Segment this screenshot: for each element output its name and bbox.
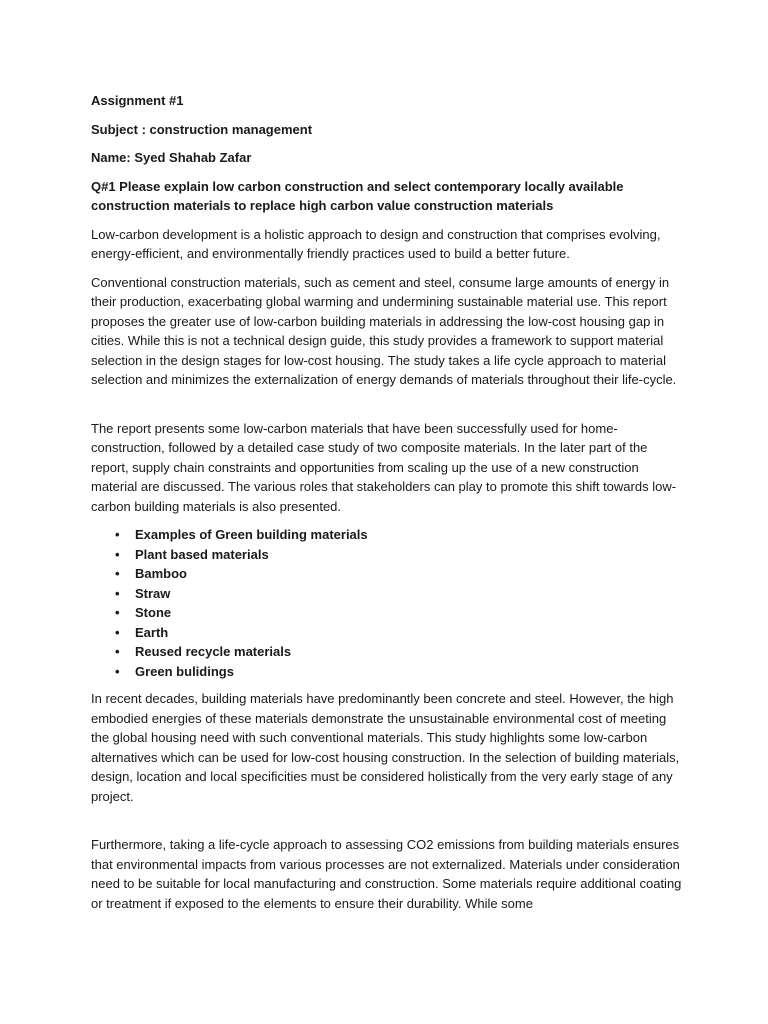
list-item: • Plant based materials (91, 545, 683, 565)
paragraph-conventional-materials: Conventional construction materials, such as cement and steel, consume large amounts of energy in their production, exacerbating global warming and undermining sustainable material use. This report proposes the greater use of low-carbon building materials in addressing the low-cost housing gap in cities. While this is not a technical design guide, this study provides a framework to support material selection in the design stages for low-cost housing. The study takes a life cycle approach to material selection and minimizes the externalization of energy demands of materials throughout their life-cycle. (91, 274, 677, 387)
bullet-icon: • (115, 546, 120, 562)
list-item: • Green bulidings (91, 662, 683, 682)
paragraph-report-summary: The report presents some low-carbon materials that have been successfully used for home-construction, followed by a detailed case study of two composite materials. In the later part of the report, supply chain constraints and opportunities from scaling up the use of a new construction material are discussed. The various roles that stakeholders can play to promote this shift towards low-carbon building materials is also presented. (91, 420, 677, 514)
bullet-icon: • (115, 527, 120, 542)
bullet-icon: • (115, 663, 120, 679)
list-item: • Earth (91, 623, 683, 643)
paragraph-intro: Low-carbon development is a holistic approach to design and construction that comprises evolving, energy-efficient, and environmentally friendly practices used to build a better future. (91, 226, 661, 261)
bullet-icon: • (115, 644, 120, 659)
bullet-icon: • (115, 566, 120, 581)
list-item: • Straw (91, 584, 683, 604)
list-item: • Reused recycle materials (91, 642, 683, 662)
author-name: Name: Syed Shahab Zafar (91, 150, 252, 165)
list-item: • Stone (91, 603, 683, 623)
list-item: • Examples of Green building materials (91, 525, 683, 545)
paragraph-recent-decades: In recent decades, building materials have predominantly been concrete and steel. However, the high embodied energies of these materials demonstrate the unsustainable environmental cost of meeting the global housing need with such conventional materials. This study highlights some low-carbon alternatives which can be used for low-cost housing construction. In the selection of building materials, design, location and local specificities must be considered holistically from the very early stage of any project. (91, 691, 680, 804)
assignment-heading: Assignment #1 (91, 93, 184, 108)
paragraph-life-cycle: Furthermore, taking a life-cycle approach to assessing CO2 emissions from building materials ensures that environmental impacts from various processes are not externalized. Materials under consideration need to be suitable for local manufacturing and construction. Some materials require additional coating or treatment if exposed to the elements to ensure their durability. While some (91, 837, 682, 911)
subject-heading: Subject : construction management (91, 121, 313, 137)
bullet-icon: • (115, 585, 120, 601)
document-body (91, 91, 683, 922)
question-heading: Q#1 Please explain low carbon construction and select contemporary locally available construction materials to replace high carbon value construction materials (91, 178, 624, 213)
list-item: • Bamboo (91, 564, 683, 584)
bullet-icon: • (115, 605, 120, 620)
green-materials-list (91, 525, 683, 681)
bullet-icon: • (115, 624, 120, 640)
